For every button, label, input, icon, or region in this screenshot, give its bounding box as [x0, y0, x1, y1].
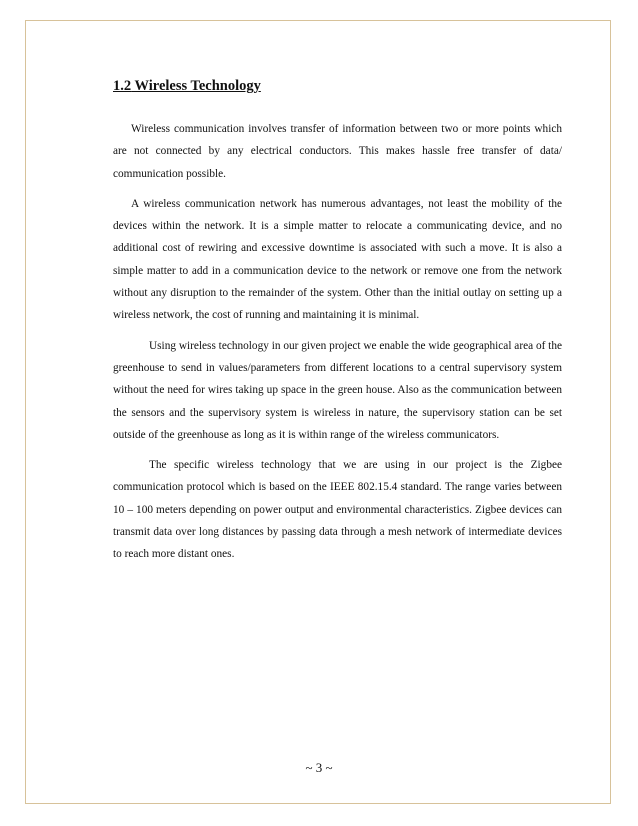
- section-heading: [113, 78, 261, 95]
- body-text: [113, 118, 562, 566]
- page-number: ~ 3 ~: [305, 760, 333, 775]
- section-title: Wireless Technology: [134, 78, 261, 94]
- paragraph-definition: Wireless communication involves transfer of information between two or more points which are not connected by any electrical conductors. This makes hassle free transfer of data/ communication possible.: [113, 123, 562, 180]
- paragraph-advantages: A wireless communication network has numerous advantages, not least the mobility of the devices within the network. It is a simple matter to relocate a communicating device, and no additional cost of rewiring and excessive downtime is associated with such a move. It is also a simple matter to add in a communication device to the network or remove one from the network without any disruption to the remainder of the system. Other than the initial outlay on setting up a wireless network, the cost of running and maintaining it is minimal.: [113, 197, 562, 322]
- paragraph-zigbee: The specific wireless technology that we are using in our project is the Zigbee communication protocol which is based on the IEEE 802.15.4 standard. The range varies between 10 – 100 meters depending on power output and environmental characteristics. Zigbee devices can transmit data over long distances by passing data through a mesh network of intermediate devices to reach more distant ones.: [113, 459, 562, 561]
- section-number: 1.2: [113, 78, 132, 94]
- paragraph-project-use: Using wireless technology in our given project we enable the wide geographical area of the greenhouse to send in values/parameters from different locations to a central supervisory system without the need for wires taking up space in the green house. Also as the communication between the sensors and the supervisory system is wireless in nature, the supervisory station can be set outside of the greenhouse as long as it is within range of the wireless communicators.: [113, 339, 562, 441]
